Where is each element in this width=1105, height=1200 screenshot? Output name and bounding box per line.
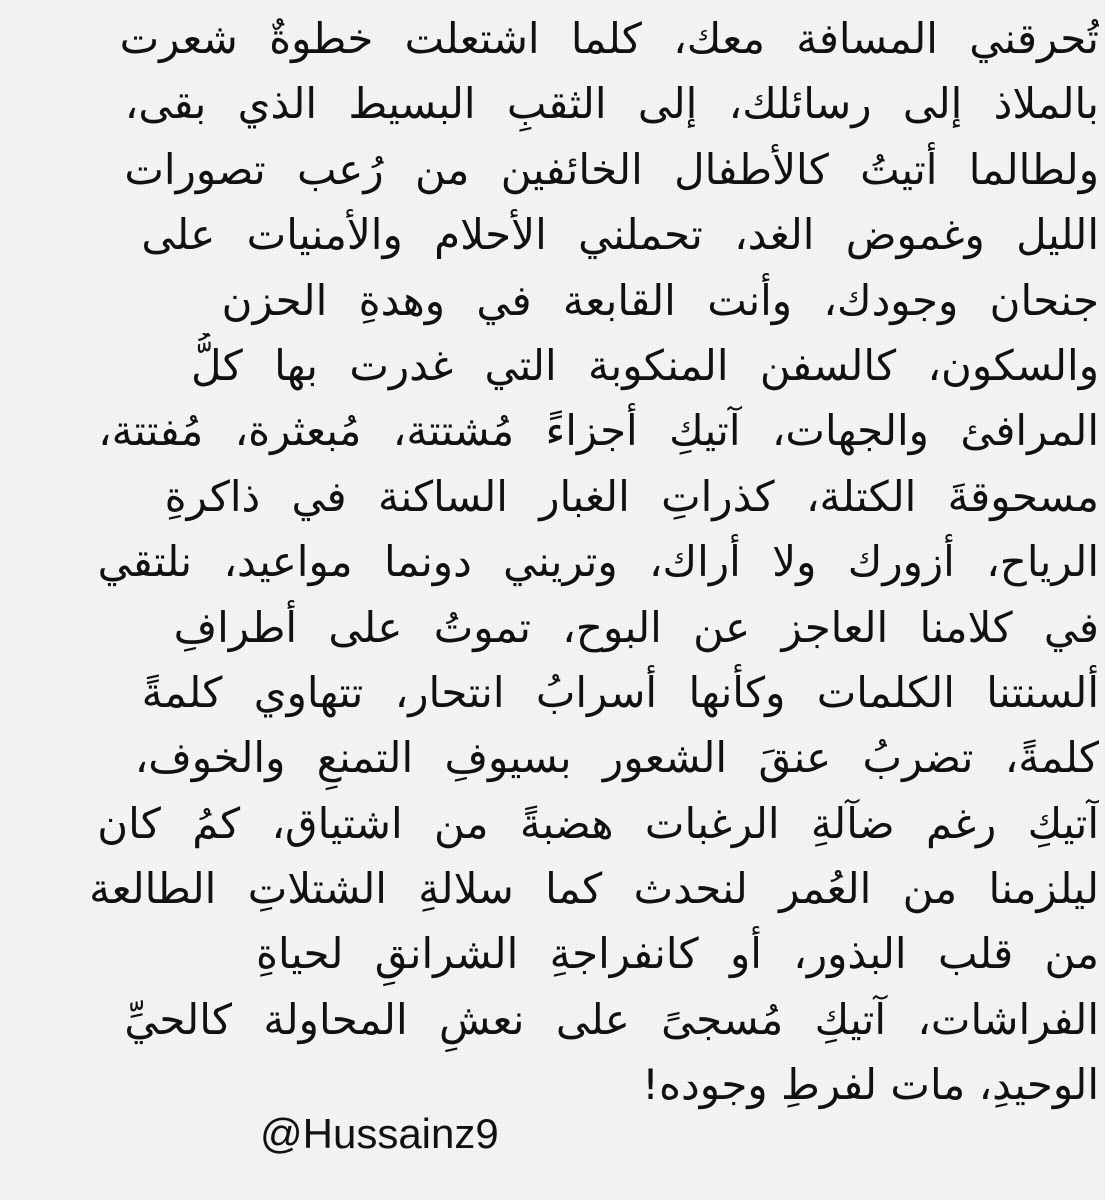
poem-last-row	[60, 1052, 1099, 1117]
poem-line-6: والسكون، كالسفن المنكوبة التي غدرت بها كلُّ	[190, 340, 1099, 390]
poem-line-3: ولطالما أتيتُ كالأطفال الخائفين من رُعب تصورات	[124, 144, 1099, 194]
poem-line-4: الليل وغموض الغد، تحملني الأحلام والأمنيات على	[141, 210, 1099, 260]
poem-line-12: كلمةً، تضربُ عنقَ الشعور بسيوفِ التمنعِ والخوف،	[134, 733, 1099, 783]
poem-line-7: المرافئ والجهات، آتيكِ أجزاءً مُشتتة، مُبعثرة، مُفتتة،	[98, 406, 1099, 456]
poem-line-15: من قلب البذور، أو كانفراجةِ الشرانقِ لحياةِ	[256, 929, 1099, 979]
poem-line-2: بالملاذ إلى رسائلك، إلى الثقبِ البسيط الذي بقى،	[124, 79, 1099, 129]
poem-line-1: تُحرقني المسافة معك، كلما اشتعلت خطوةٌ شعرت	[119, 14, 1099, 63]
poem-line-13: آتيكِ رغم ضآلةِ الرغبات هضبةً من اشتياق، كمُ كان	[97, 798, 1099, 848]
author-handle: @Hussainz9	[260, 1110, 499, 1157]
poem-line-8: مسحوقةَ الكتلة، كذراتِ الغبار الساكنة في ذاكرةِ	[164, 471, 1099, 521]
poem-line-14: ليلزمنا من العُمر لنحدث كما سلالةِ الشتلاتِ الطالعة	[89, 864, 1099, 914]
poem-line-11: ألسنتنا الكلمات وكأنها أسرابُ انتحار، تتهاوي كلمةً	[141, 667, 1099, 717]
poem-line-16: الفراشات، آتيكِ مُسجىً على نعشِ المحاولة كالحيِّ	[124, 994, 1099, 1044]
poem-line-17: الوحيدِ، مات لفرطِ وجوده!	[642, 1060, 1099, 1110]
poem-line-10: في كلامنا العاجز عن البوح، تموتُ على أطرافِ	[173, 602, 1099, 652]
poem-line-5: جنحان وجودك، وأنت القابعة في وهدةِ الحزن	[221, 275, 1099, 325]
poem-text	[60, 6, 1099, 1117]
poem-line-9: الرياح، أزورك ولا أراك، وتريني دونما مواعيد، نلتقي	[97, 537, 1099, 587]
